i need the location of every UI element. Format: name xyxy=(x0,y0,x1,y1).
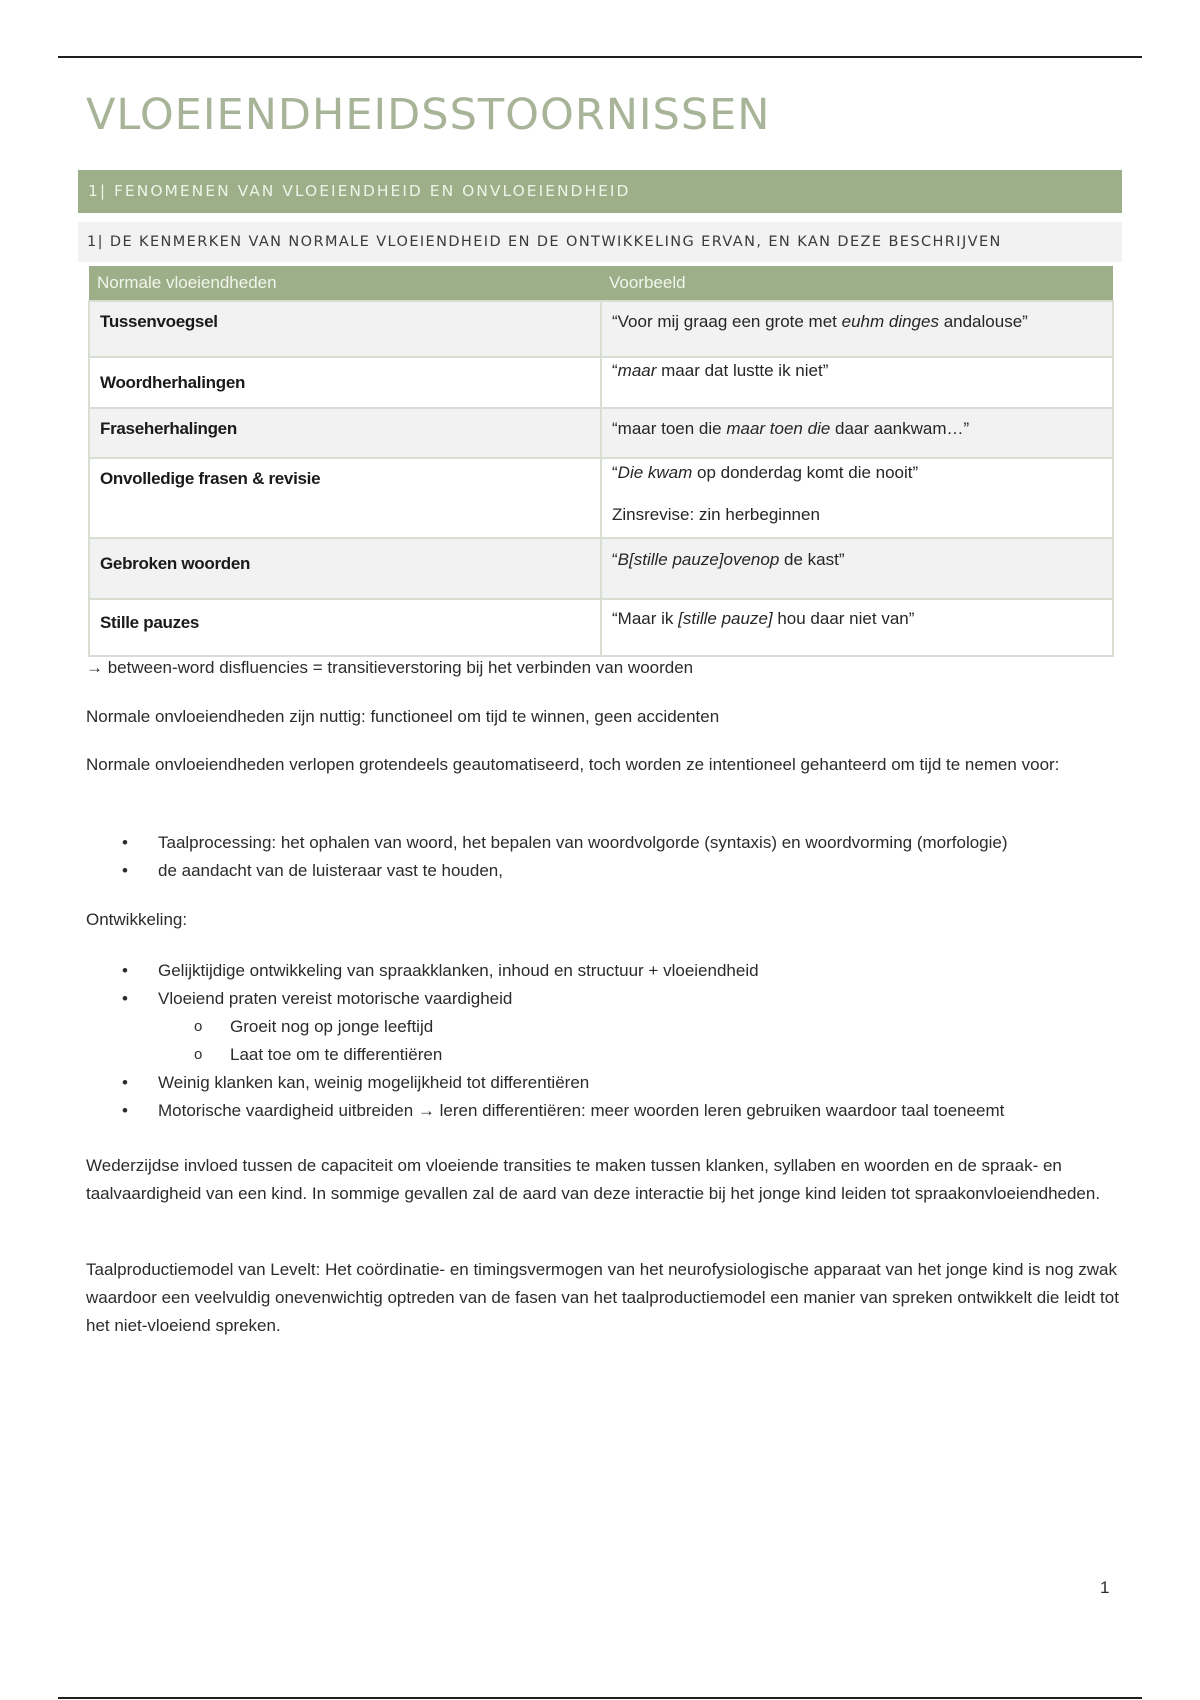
list-item xyxy=(86,957,1126,985)
paragraph-levelt-model: Taalproductiemodel van Levelt: Het coördinatie- en timingsvermogen van het neurofysiologische apparaat van het jonge kind is nog zwak waardoor een veelvuldig onevenwichtig optreden van de fasen van het taalproductiemodel een manier van spreken ontwikkelt die leidt tot het niet-vloeiend spreken. xyxy=(86,1260,1119,1335)
row-example xyxy=(601,458,1113,538)
section-heading: 1| FENOMENEN VAN VLOEIENDHEID EN ONVLOEIENDHEID xyxy=(78,170,1122,213)
example-text: op donderdag komt die nooit” xyxy=(692,463,919,482)
list-item-text: de aandacht van de luisteraar vast te houden, xyxy=(158,861,503,880)
list-item xyxy=(86,1013,1126,1041)
subsection-heading: 1| DE KENMERKEN VAN NORMALE VLOEIENDHEID EN DE ONTWIKKELING ERVAN, EN KAN DEZE BESCHRIJVEN xyxy=(78,222,1122,262)
example-text: “Voor mij graag een grote met xyxy=(612,312,842,331)
table-row xyxy=(89,357,1113,408)
list-item-text: Vloeiend praten vereist motorische vaardigheid xyxy=(158,989,513,1008)
example-text: de kast” xyxy=(779,550,845,569)
row-example-line xyxy=(612,461,1102,485)
example-emphasis: [stille pauze] xyxy=(678,609,773,628)
example-text: andalouse” xyxy=(938,312,1028,331)
table-row xyxy=(89,301,1113,357)
example-emphasis: B[stille pauze]ovenop xyxy=(617,550,780,569)
example-text: “ xyxy=(612,550,618,569)
list-item xyxy=(86,1097,1126,1125)
row-label: Woordherhalingen xyxy=(89,357,601,408)
example-emphasis: Die kwam xyxy=(617,463,693,482)
table-row xyxy=(89,458,1113,538)
list-item-text: Laat toe om te differentiëren xyxy=(230,1045,443,1064)
sub-bullet-icon: o xyxy=(194,1018,203,1035)
example-text: maar dat lustte ik niet” xyxy=(656,361,829,380)
purpose-list xyxy=(86,829,1126,885)
row-example xyxy=(601,538,1113,599)
row-example xyxy=(601,301,1113,357)
example-text: “maar toen die xyxy=(612,419,727,438)
document-title: VLOEIENDHEIDSSTOORNISSEN xyxy=(86,90,771,140)
bullet-icon: • xyxy=(122,833,128,852)
example-emphasis: maar toen die xyxy=(726,419,831,438)
list-item-text: Gelijktijdige ontwikkeling van spraakklanken, inhoud en structuur + vloeiendheid xyxy=(158,961,759,980)
list-item xyxy=(86,857,1126,885)
list-item xyxy=(86,985,1126,1013)
page-number: 1 xyxy=(1100,1578,1110,1597)
row-label: Stille pauzes xyxy=(89,599,601,656)
table-row xyxy=(89,538,1113,599)
list-item-text: Taalprocessing: het ophalen van woord, het bepalen van woordvolgorde (syntaxis) en woordvorming (morfologie) xyxy=(158,833,1008,852)
list-item-text: Motorische vaardigheid uitbreiden → leren differentiëren: meer woorden leren gebruiken waardoor taal toeneemt xyxy=(158,1101,1005,1120)
example-text: daar aankwam…” xyxy=(830,419,970,438)
table-row xyxy=(89,408,1113,458)
bullet-icon: • xyxy=(122,961,128,980)
row-label: Fraseherhalingen xyxy=(89,408,601,458)
list-item-text: Weinig klanken kan, weinig mogelijkheid tot differentiëren xyxy=(158,1073,590,1092)
disfluency-table xyxy=(88,266,1114,657)
bullet-icon: • xyxy=(122,1101,128,1120)
paragraph-automated: Normale onvloeiendheden verlopen grotendeels geautomatiseerd, toch worden ze intentioneel gehanteerd om tijd te nemen voor: xyxy=(86,755,1060,774)
row-example-note: Zinsrevise: zin herbeginnen xyxy=(612,505,820,524)
example-text: “ xyxy=(612,463,618,482)
list-item xyxy=(86,1069,1126,1097)
table-header-type: Normale vloeiendheden xyxy=(89,266,601,301)
bullet-icon: • xyxy=(122,1073,128,1092)
table-header-example: Voorbeeld xyxy=(601,266,1113,301)
list-item xyxy=(86,1041,1126,1069)
example-emphasis: euhm dinges xyxy=(841,312,939,331)
row-label: Gebroken woorden xyxy=(89,538,601,599)
paragraph-mutual-influence: Wederzijdse invloed tussen de capaciteit om vloeiende transities te maken tussen klanken, syllaben en woorden en de spraak- en taalvaardigheid van een kind. In sommige gevallen zal de aard van deze interactie bij het jonge kind leiden tot spraakonvloeiendheden. xyxy=(86,1156,1101,1203)
bottom-rule xyxy=(58,1697,1142,1699)
list-item-text: Groeit nog op jonge leeftijd xyxy=(230,1017,434,1036)
example-text: “ xyxy=(612,361,618,380)
bullet-icon: • xyxy=(122,989,128,1008)
row-example xyxy=(601,357,1113,408)
development-list xyxy=(86,957,1126,1125)
paragraph-useful: Normale onvloeiendheden zijn nuttig: functioneel om tijd te winnen, geen accidenten xyxy=(86,707,720,726)
bullet-icon: • xyxy=(122,861,128,880)
top-rule xyxy=(58,56,1142,58)
row-label: Onvolledige frasen & revisie xyxy=(89,458,601,538)
example-text: “Maar ik xyxy=(612,609,679,628)
example-text: hou daar niet van” xyxy=(772,609,915,628)
sub-bullet-icon: o xyxy=(194,1046,203,1063)
row-example xyxy=(601,408,1113,458)
paragraph-development-label: Ontwikkeling: xyxy=(86,910,188,929)
example-emphasis: maar xyxy=(617,361,657,380)
table-row xyxy=(89,599,1113,656)
row-label: Tussenvoegsel xyxy=(89,301,601,357)
row-example xyxy=(601,599,1113,656)
table-header-row xyxy=(89,266,1113,301)
list-item xyxy=(86,829,1126,857)
paragraph-between-word: → between-word disfluencies = transitieverstoring bij het verbinden van woorden xyxy=(86,658,694,677)
